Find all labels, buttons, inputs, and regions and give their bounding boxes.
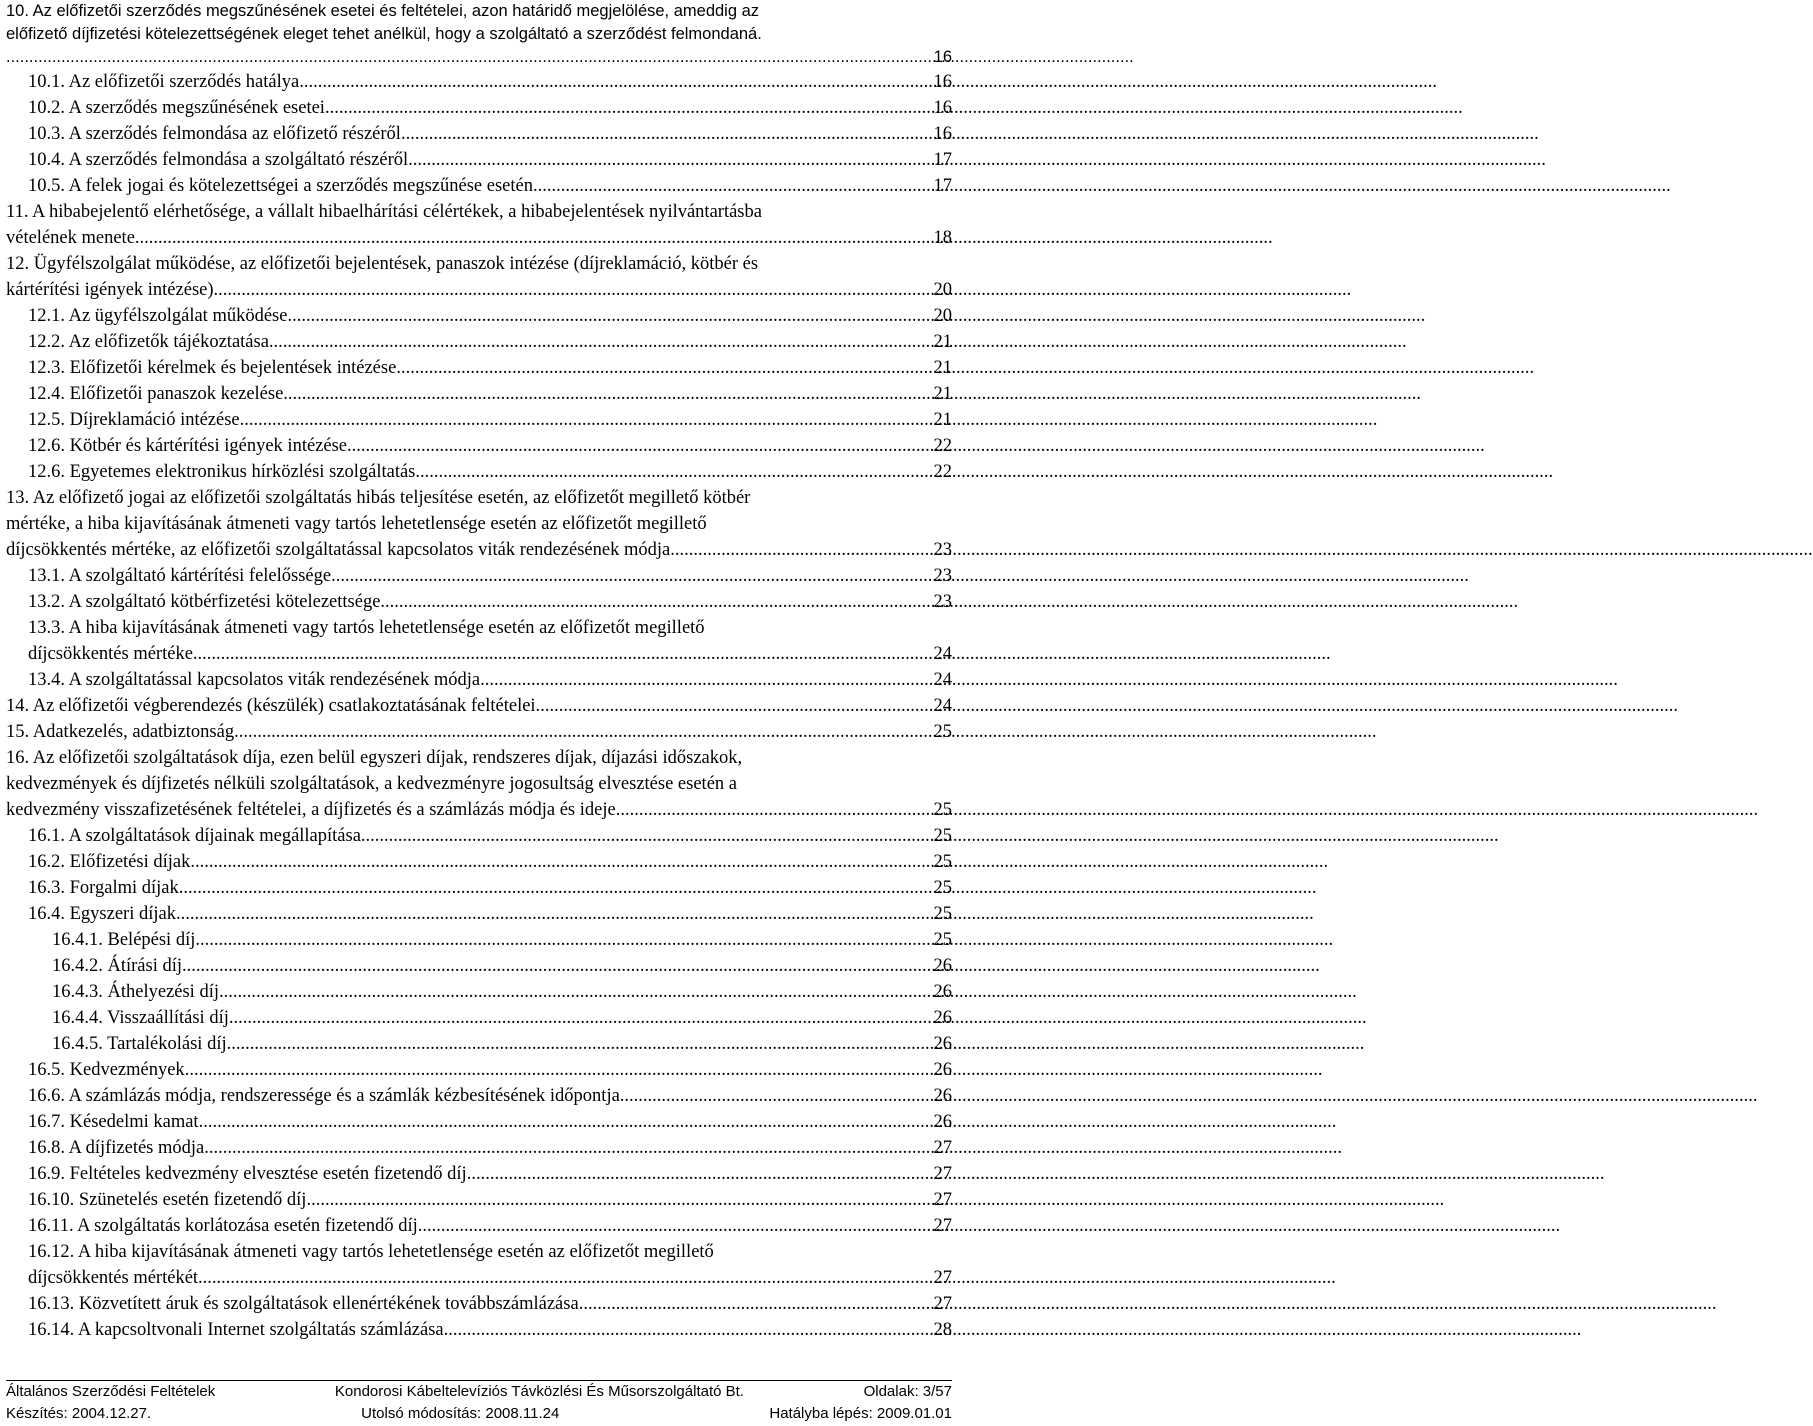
toc-entry[interactable] xyxy=(6,69,952,95)
toc-entry[interactable] xyxy=(6,433,952,459)
toc-entry-title: 10.4. A szerződés felmondása a szolgáltató részéről xyxy=(28,150,409,170)
dot-leader xyxy=(299,69,933,95)
toc-page-number: 27 xyxy=(933,1164,952,1184)
dot-leader xyxy=(287,303,933,329)
toc-page-number: 25 xyxy=(933,800,952,820)
toc-entry-title: 16.4.5. Tartalékolási díj xyxy=(52,1034,227,1054)
toc-entry[interactable] xyxy=(6,0,952,69)
toc-entry-title: 16.4.1. Belépési díj xyxy=(52,930,196,950)
toc-entry-title: 12.6. Kötbér és kártérítési igények intézése xyxy=(28,436,348,456)
toc-entry-text-line: mértéke, a hiba kijavításának átmeneti vagy tartós lehetetlensége esetén az előfizetőt megillető xyxy=(6,514,707,534)
footer-modified-date: Utolsó módosítás: 2008.11.24 xyxy=(361,1405,560,1422)
toc-entry-title: 12.6. Egyetemes elektronikus hírközlési szolgáltatás xyxy=(28,462,416,482)
dot-leader xyxy=(204,1135,933,1161)
toc-entry[interactable] xyxy=(6,303,952,329)
dot-leader xyxy=(179,875,934,901)
toc-entry-title: 12.2. Az előfizetők tájékoztatása xyxy=(28,332,269,352)
toc-entry-title: vételének menete xyxy=(6,228,135,248)
toc-page-number: 17 xyxy=(933,176,952,196)
toc-entry[interactable] xyxy=(6,823,952,849)
toc-entry-title: 16.5. Kedvezmények xyxy=(28,1060,185,1080)
toc-page-number: 20 xyxy=(933,280,952,300)
dot-leader xyxy=(195,927,933,953)
toc-entry-title: 16.9. Feltételes kedvezmény elvesztése esetén fizetendő díj xyxy=(28,1164,467,1184)
toc-page-number: 28 xyxy=(933,1320,952,1340)
toc-entry-title: 16.8. A díjfizetés módja xyxy=(28,1138,205,1158)
toc-entry[interactable] xyxy=(6,121,952,147)
toc-entry[interactable] xyxy=(6,1005,952,1031)
dot-leader xyxy=(199,1109,934,1135)
dot-leader xyxy=(408,147,933,173)
toc-entry[interactable] xyxy=(6,251,952,303)
toc-entry-text-line: kedvezmények és díjfizetés nélküli szolgáltatások, a kedvezményre jogosultság elvesztése esetén a xyxy=(6,774,737,794)
toc-entry[interactable] xyxy=(6,693,952,719)
toc-entry[interactable] xyxy=(6,615,952,667)
toc-entry[interactable] xyxy=(6,979,952,1005)
dot-leader xyxy=(229,1005,934,1031)
toc-page-number: 21 xyxy=(933,332,952,352)
toc-entry[interactable] xyxy=(6,1057,952,1083)
toc-entry-text-line: 13. Az előfizető jogai az előfizetői szolgáltatás hibás teljesítése esetén, az előfizetőt megillető kötbér xyxy=(6,488,751,508)
toc-page-number: 27 xyxy=(933,1138,952,1158)
page-footer xyxy=(6,1380,952,1425)
toc-entry[interactable] xyxy=(6,485,952,563)
toc-entry-title: 12.4. Előfizetői panaszok kezelése xyxy=(28,384,284,404)
toc-page-number: 25 xyxy=(933,852,952,872)
toc-entry-title: 15. Adatkezelés, adatbiztonság. xyxy=(6,722,239,742)
dot-leader xyxy=(135,225,934,251)
toc-page-number: 24 xyxy=(933,644,952,664)
toc-entry[interactable] xyxy=(6,381,952,407)
dot-leader xyxy=(401,121,934,147)
toc-page-number: 27 xyxy=(933,1268,952,1288)
toc-page-number: 25 xyxy=(933,904,952,924)
dot-leader xyxy=(480,667,933,693)
toc-entry[interactable] xyxy=(6,667,952,693)
dot-leader xyxy=(198,1265,933,1291)
toc-page-number: 26 xyxy=(933,982,952,1002)
toc-entry-title: 16.14. A kapcsoltvonali Internet szolgáltatás számlázása xyxy=(28,1320,444,1340)
toc-page-number: 25 xyxy=(933,930,952,950)
toc-page-number: 23 xyxy=(933,566,952,586)
toc-page-number: 27 xyxy=(933,1216,952,1236)
toc-page-number: 25 xyxy=(933,722,952,742)
dot-leader xyxy=(620,797,933,823)
dot-leader xyxy=(675,537,934,563)
dot-leader xyxy=(467,1161,934,1187)
toc-entry-title: kedvezmény visszafizetésének feltételei, a díjfizetés és a számlázás módja és ideje. xyxy=(6,800,621,820)
dot-leader xyxy=(380,589,933,615)
toc-entry[interactable] xyxy=(6,927,952,953)
toc-entry-title: 16.4.4. Visszaállítási díj xyxy=(52,1008,229,1028)
toc-entry[interactable] xyxy=(6,199,952,251)
toc-page-number: 25 xyxy=(933,878,952,898)
toc-page-number: 25 xyxy=(933,826,952,846)
toc-entry-title: 16.3. Forgalmi díjak xyxy=(28,878,179,898)
toc-entry-title: 12.1. Az ügyfélszolgálat működése xyxy=(28,306,288,326)
toc-entry[interactable] xyxy=(6,1291,952,1317)
toc-entry[interactable] xyxy=(6,1239,952,1291)
dot-leader xyxy=(219,979,934,1005)
footer-page-count: Oldalak: 3/57 xyxy=(863,1383,952,1400)
dot-leader xyxy=(283,381,933,407)
toc-entry[interactable] xyxy=(6,1109,952,1135)
dot-leader xyxy=(620,1083,934,1109)
dot-leader xyxy=(193,641,934,667)
toc-entry-title: díjcsökkentés mértékét xyxy=(28,1268,199,1288)
table-of-contents xyxy=(6,0,952,1343)
toc-page-number: 26 xyxy=(933,1060,952,1080)
toc-entry-title: 10.1. Az előfizetői szerződés hatálya xyxy=(28,72,300,92)
toc-entry-title: 14. Az előfizetői végberendezés (készülék) csatlakoztatásának feltételei. xyxy=(6,696,541,716)
toc-entry-title: 16.10. Szünetelés esetén fizetendő díj xyxy=(28,1190,307,1210)
toc-entry-title: kártérítési igények intézése) xyxy=(6,280,214,300)
toc-entry[interactable] xyxy=(6,1213,952,1239)
toc-entry[interactable] xyxy=(6,355,952,381)
toc-entry-title: 13.2. A szolgáltató kötbérfizetési kötelezettsége xyxy=(28,592,381,612)
toc-entry-text-line: 12. Ügyfélszolgálat működése, az előfizetői bejelentések, panaszok intézése (díjreklamáció, kötbér és xyxy=(6,254,759,274)
toc-entry-text-line: előfizető díjfizetési kötelezettségének eleget tehet anélkül, hogy a szolgáltató a szerződést felmondaná. xyxy=(6,25,762,43)
toc-entry-title: 16.4. Egyszeri díjak xyxy=(28,904,176,924)
toc-entry-title: 13.1. A szolgáltató kártérítési felelőssége xyxy=(28,566,332,586)
toc-entry-title: 10.2. A szerződés megszűnésének esetei xyxy=(28,98,325,118)
dot-leader xyxy=(422,1213,933,1239)
toc-entry-text-line: 16.12. A hiba kijavításának átmeneti vagy tartós lehetetlensége esetén az előfizetőt megillető xyxy=(28,1242,714,1262)
toc-entry-title: díjcsökkentés mértéke, az előfizetői szolgáltatással kapcsolatos viták rendezésének módja. xyxy=(6,540,675,560)
toc-page-number: 22 xyxy=(933,462,952,482)
toc-entry[interactable] xyxy=(6,329,952,355)
dot-leader xyxy=(6,46,934,69)
dot-leader xyxy=(240,407,934,433)
toc-entry[interactable] xyxy=(6,1161,952,1187)
toc-page-number: 26 xyxy=(933,1034,952,1054)
toc-entry[interactable] xyxy=(6,1031,952,1057)
toc-page-number: 27 xyxy=(933,1294,952,1314)
toc-entry[interactable] xyxy=(6,147,952,173)
toc-entry-title: 10.3. A szerződés felmondása az előfizető részéről xyxy=(28,124,401,144)
dot-leader xyxy=(331,563,933,589)
toc-page-number: 23 xyxy=(933,540,952,560)
toc-entry[interactable] xyxy=(6,563,952,589)
toc-page-number: 21 xyxy=(933,384,952,404)
toc-page-number: 23 xyxy=(933,592,952,612)
toc-page-number: 16 xyxy=(933,98,952,118)
toc-entry[interactable] xyxy=(6,407,952,433)
toc-entry[interactable] xyxy=(6,1083,952,1109)
toc-page-number: 20 xyxy=(933,306,952,326)
dot-leader xyxy=(361,823,934,849)
toc-entry[interactable] xyxy=(6,953,952,979)
dot-leader xyxy=(325,95,934,121)
toc-page-number: 16 xyxy=(933,72,952,92)
toc-entry[interactable] xyxy=(6,1187,952,1213)
dot-leader xyxy=(185,1057,934,1083)
toc-entry-title: 16.11. A szolgáltatás korlátozása esetén fizetendő díj. xyxy=(28,1216,423,1236)
toc-entry[interactable] xyxy=(6,95,952,121)
toc-entry[interactable] xyxy=(6,1317,952,1343)
dot-leader xyxy=(306,1187,933,1213)
toc-entry[interactable] xyxy=(6,875,952,901)
toc-page-number: 27 xyxy=(933,1190,952,1210)
toc-page-number: 26 xyxy=(933,1086,952,1106)
toc-page-number: 21 xyxy=(933,358,952,378)
toc-entry[interactable] xyxy=(6,173,952,199)
toc-entry-title: 16.7. Késedelmi kamat xyxy=(28,1112,199,1132)
toc-entry-text-line: 13.3. A hiba kijavításának átmeneti vagy tartós lehetetlensége esetén az előfizetőt megillető xyxy=(28,618,705,638)
toc-entry-title: 13.4. A szolgáltatással kapcsolatos viták rendezésének módja xyxy=(28,670,481,690)
footer-doc-title: Általános Szerződési Feltételek xyxy=(6,1383,216,1400)
toc-page-number: 16 xyxy=(933,48,952,66)
toc-entry[interactable] xyxy=(6,589,952,615)
dot-leader xyxy=(190,849,933,875)
toc-entry-text-line: 16. Az előfizetői szolgáltatások díja, ezen belül egyszeri díjak, rendszeres díjak, díjazási időszakok, xyxy=(6,748,743,768)
toc-page-number: 24 xyxy=(933,670,952,690)
dot-leader xyxy=(579,1291,934,1317)
toc-page-number: 26 xyxy=(933,956,952,976)
dot-leader xyxy=(415,459,933,485)
toc-entry[interactable] xyxy=(6,849,952,875)
toc-page-number: 17 xyxy=(933,150,952,170)
dot-leader xyxy=(182,953,933,979)
toc-entry-title: 16.2. Előfizetési díjak xyxy=(28,852,191,872)
dot-leader xyxy=(214,277,934,303)
dot-leader xyxy=(533,173,934,199)
toc-page-number: 26 xyxy=(933,1008,952,1028)
dot-leader xyxy=(396,355,933,381)
toc-page-number: 22 xyxy=(933,436,952,456)
toc-page-number: 21 xyxy=(933,410,952,430)
toc-entry[interactable] xyxy=(6,1135,952,1161)
toc-page-number: 16 xyxy=(933,124,952,144)
dot-leader xyxy=(347,433,933,459)
footer-company: Kondorosi Kábeltelevíziós Távközlési És Műsorszolgáltató Bt. xyxy=(334,1383,744,1400)
footer-effective-date: Hatályba lépés: 2009.01.01 xyxy=(769,1405,952,1422)
dot-leader xyxy=(227,1031,934,1057)
dot-leader xyxy=(269,329,934,355)
footer-created-date: Készítés: 2004.12.27. xyxy=(6,1405,152,1422)
toc-page-number: 18 xyxy=(933,228,952,248)
toc-entry-text-line: 11. A hibabejelentő elérhetősége, a vállalt hibaelhárítási célértékek, a hibabejelentések nyilvántartásba xyxy=(6,202,762,222)
toc-page-number: 24 xyxy=(933,696,952,716)
toc-entry-title: 12.5. Díjreklamáció intézése xyxy=(28,410,240,430)
toc-entry[interactable] xyxy=(6,719,952,745)
dot-leader xyxy=(444,1317,934,1343)
toc-entry-title: 16.6. A számlázás módja, rendszeressége és a számlák kézbesítésének időpontja xyxy=(28,1086,620,1106)
dot-leader xyxy=(176,901,934,927)
toc-entry[interactable] xyxy=(6,459,952,485)
dot-leader xyxy=(239,719,934,745)
dot-leader xyxy=(540,693,933,719)
toc-entry[interactable] xyxy=(6,745,952,823)
toc-page-number: 26 xyxy=(933,1112,952,1132)
toc-entry-title: 10.5. A felek jogai és kötelezettségei a szerződés megszűnése esetén xyxy=(28,176,533,196)
toc-entry-title: 16.1. A szolgáltatások díjainak megállapítása xyxy=(28,826,361,846)
toc-entry-title: díjcsökkentés mértéke xyxy=(28,644,193,664)
toc-entry-title: 16.13. Közvetített áruk és szolgáltatások ellenértékének továbbszámlázása xyxy=(28,1294,579,1314)
toc-entry[interactable] xyxy=(6,901,952,927)
toc-entry-title: 12.3. Előfizetői kérelmek és bejelentések intézése xyxy=(28,358,397,378)
toc-entry-title: 16.4.3. Áthelyezési díj xyxy=(52,982,219,1002)
toc-entry-title: 16.4.2. Átírási díj xyxy=(52,956,183,976)
toc-entry-text-line: 10. Az előfizetői szerződés megszűnésének esetei és feltételei, azon határidő megjelölése, ameddig az xyxy=(6,2,760,20)
